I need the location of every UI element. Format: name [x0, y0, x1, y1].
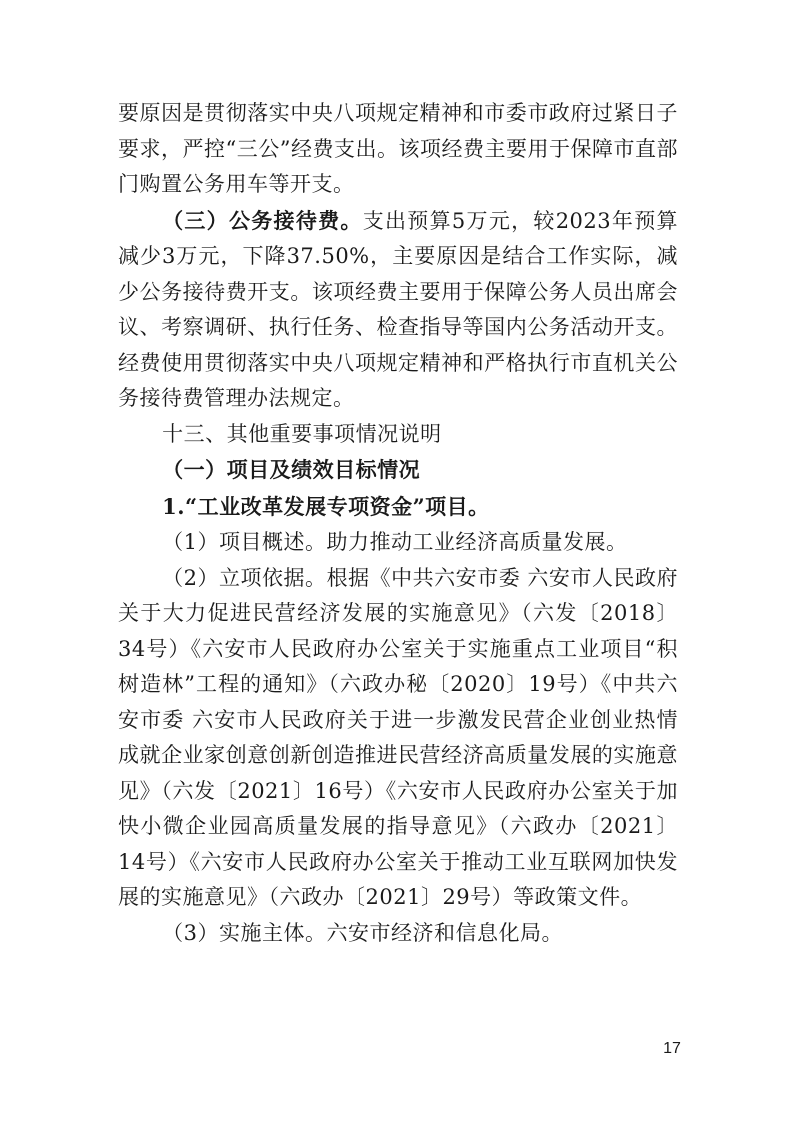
- heading-text: （一）项目及绩效目标情况: [162, 457, 421, 482]
- paragraph-text: （3）实施主体。六安市经济和信息化局。: [162, 920, 563, 945]
- paragraph-text: （2）立项依据。根据《中共六安市委 六安市人民政府关于大力促进民营经济发展的实施意见》（六发〔2018〕34号）《六安市人民政府办公室关于实施重点工业项目“积树造林”工程的通知》（六政办秘〔2020〕19号）《中共六安市委 六安市人民政府关于进一步激发民营企业创业热情成就企业家创意创新创造推进民营经济高质量发展的实施意见》（六发〔2021〕16号）《六安市人民政府办公室关于加快小微企业园高质量发展的指导意见》（六政办〔2021〕14号）《六安市人民政府办公室关于推动工业互联网加快发展的实施意见》（六政办〔2021〕29号）等政策文件。: [118, 565, 678, 909]
- heading-text: 1.“工业改革发展专项资金”项目。: [162, 493, 490, 519]
- paragraph-official-vehicle-continuation: [118, 96, 678, 203]
- paragraph-text: 要原因是贯彻落实中央八项规定精神和市委市政府过紧日子要求，严控“三公”经费支出。该项经费主要用于保障市直部门购置公务用车等开支。: [118, 101, 678, 196]
- chapter-heading-other-matters: [118, 417, 678, 453]
- page-number: 17: [663, 1040, 681, 1057]
- heading-text: 十三、其他重要事项情况说明: [162, 421, 442, 446]
- document-body: [118, 96, 678, 951]
- section-heading-reception: （三）公务接待费。: [162, 207, 363, 233]
- paragraph-text: 支出预算5万元，较2023年预算减少3万元，下降37.50%，主要原因是结合工作实际，减少公务接待费开支。该项经费主要用于保障公务人员出席会议、考察调研、执行任务、检查指导等国内公务活动开支。经费使用贯彻落实中央八项规定精神和严格执行市直机关公务接待费管理办法规定。: [118, 208, 679, 410]
- paragraph-implementing-body: [118, 916, 678, 952]
- paragraph-reception-expenses: [118, 203, 678, 417]
- paragraph-project-basis: [118, 561, 678, 916]
- paragraph-text: （1）项目概述。助力推动工业经济高质量发展。: [162, 530, 628, 554]
- paragraph-project-overview: [118, 525, 678, 561]
- project-heading-industrial-fund: [118, 489, 678, 526]
- section-heading-performance-goals: [118, 452, 678, 489]
